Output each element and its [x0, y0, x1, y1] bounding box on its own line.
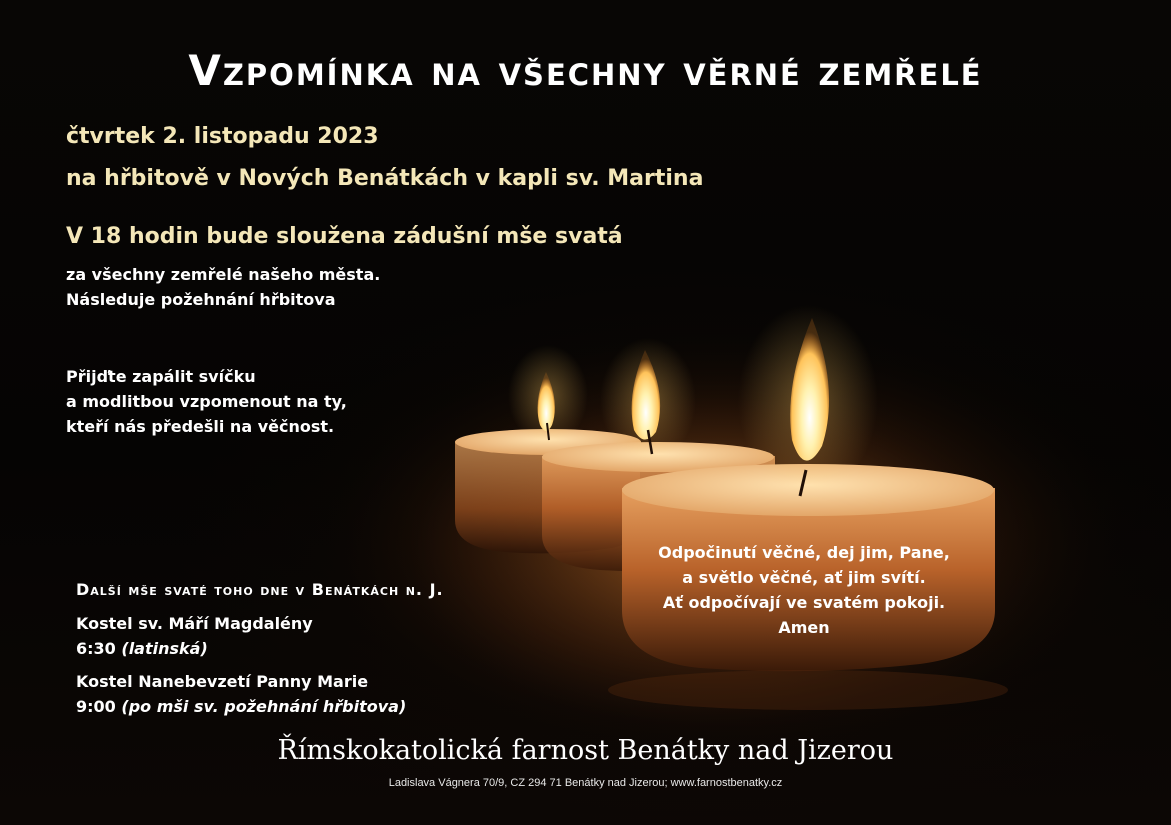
mass-detail-line: Následuje požehnání hřbitova: [66, 290, 336, 309]
event-date: čtvrtek 2. listopadu 2023: [66, 124, 379, 149]
invitation-text: [66, 364, 347, 439]
prayer-line: Odpočinutí věčné, dej jim, Pane,: [658, 543, 950, 562]
invitation-line: a modlitbou vzpomenout na ty,: [66, 392, 347, 411]
page-title: Vzpomínka na všechny věrné zemřelé: [188, 46, 983, 95]
invitation-line: Přijďte zapálit svíčku: [66, 367, 256, 386]
time-value: 9:00: [76, 697, 116, 716]
other-masses-heading: Další mše svaté toho dne v Benátkách n. J.: [76, 580, 444, 599]
church-name: Kostel Nanebevzetí Panny Marie: [76, 672, 369, 691]
parish-name: Římskokatolická farnost Benátky nad Jizerou: [277, 735, 894, 766]
invitation-line: kteří nás předešli na věčnost.: [66, 417, 335, 436]
time-note: (po mši sv. požehnání hřbitova): [121, 697, 407, 716]
mass-announcement: V 18 hodin bude sloužena zádušní mše svatá: [66, 224, 623, 249]
time-note: (latinská): [121, 639, 208, 658]
mass-time: [76, 639, 208, 658]
mass-time: [76, 697, 406, 716]
mass-details: [66, 262, 380, 312]
time-value: 6:30: [76, 639, 116, 658]
church-name: Kostel sv. Máří Magdalény: [76, 614, 313, 633]
prayer-line: Amen: [778, 618, 830, 637]
mass-detail-line: za všechny zemřelé našeho města.: [66, 265, 381, 284]
prayer-text: [620, 540, 988, 640]
event-place: na hřbitově v Nových Benátkách v kapli sv. Martina: [66, 166, 704, 191]
prayer-line: Ať odpočívají ve svatém pokoji.: [662, 593, 946, 612]
prayer-line: a světlo věčné, ať jim svítí.: [682, 568, 926, 587]
parish-address: Ladislava Vágnera 70/9, CZ 294 71 Benátky nad Jizerou; www.farnostbenatky.cz: [388, 777, 783, 789]
